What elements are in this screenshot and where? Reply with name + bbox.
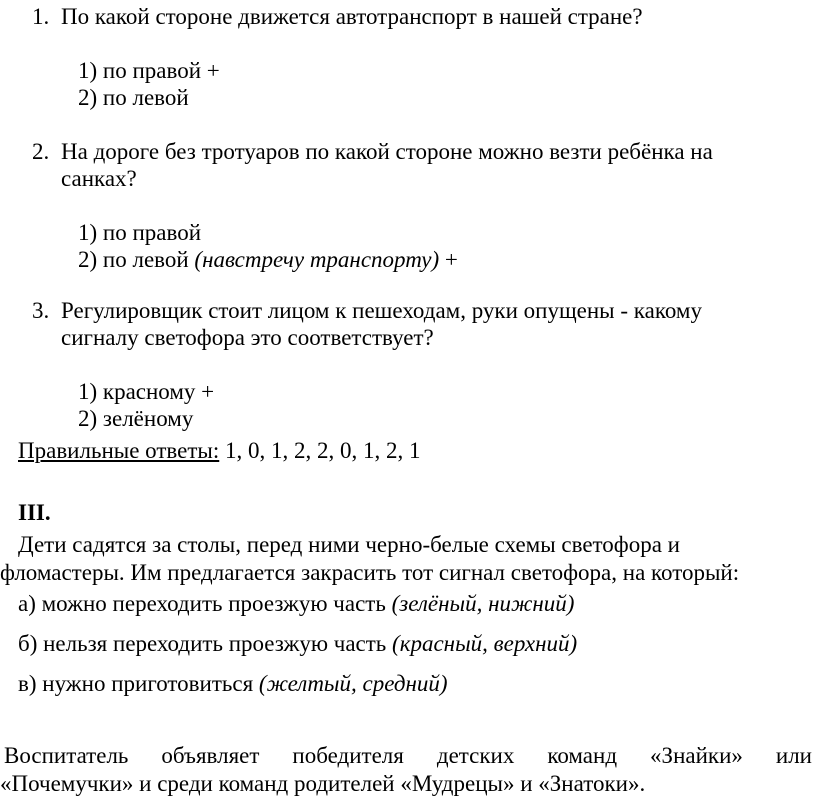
question-2-number: 2. bbox=[32, 139, 50, 164]
section-item-c bbox=[18, 670, 448, 697]
item-text: а) можно переходить проезжую часть bbox=[18, 591, 392, 616]
option-text: 2) по левой bbox=[78, 247, 195, 272]
question-1-option-1: 1) по правой + bbox=[78, 58, 220, 83]
answers-label: Правильные ответы: bbox=[18, 438, 220, 463]
item-note: (красный, верхний) bbox=[392, 631, 578, 656]
item-text: б) нельзя переходить проезжую часть bbox=[18, 631, 393, 656]
question-1-number: 1. bbox=[32, 4, 50, 29]
answers-values: 1, 0, 1, 2, 2, 0, 1, 2, 1 bbox=[219, 438, 421, 463]
section-item-a bbox=[18, 590, 574, 617]
item-text: в) нужно приготовиться bbox=[18, 671, 259, 696]
question-2-option-1: 1) по правой bbox=[78, 220, 201, 245]
item-note: (зелёный, нижний) bbox=[391, 591, 575, 616]
question-2-text-line-1: На дороге без тротуаров по какой стороне можно везти ребёнка на bbox=[61, 139, 713, 164]
option-note: (навстречу транспорту) bbox=[194, 247, 440, 272]
question-3-text-line-1: Регулировщик стоит лицом к пешеходам, руки опущены - какому bbox=[61, 298, 702, 323]
question-3-number: 3. bbox=[32, 298, 50, 323]
question-2-option-2 bbox=[78, 246, 458, 273]
question-3-text-line-2: сигналу светофора это соответствует? bbox=[61, 325, 434, 350]
question-3-option-2: 2) зелёному bbox=[78, 406, 194, 431]
question-2-text-line-2: санках? bbox=[61, 166, 137, 191]
answers-line bbox=[18, 437, 421, 464]
option-mark: + bbox=[439, 247, 458, 272]
section-item-b bbox=[18, 630, 577, 657]
closing-line-2: «Почемучки» и среди команд родителей «Мудрецы» и «Знатоки». bbox=[0, 771, 646, 796]
question-1-text: По какой стороне движется автотранспорт в нашей стране? bbox=[61, 4, 643, 29]
section-intro-line-2: фломастеры. Им предлагается закрасить тот сигнал светофора, на который: bbox=[0, 560, 740, 585]
question-1-option-2: 2) по левой bbox=[78, 85, 189, 110]
closing-line-1: Воспитатель объявляет победителя детских команд «Знайки» или bbox=[4, 743, 812, 768]
section-intro-line-1: Дети садятся за столы, перед ними черно-белые схемы светофора и bbox=[18, 532, 680, 557]
question-3-option-1: 1) красному + bbox=[78, 379, 215, 404]
item-note: (желтый, средний) bbox=[258, 671, 448, 696]
section-heading: III. bbox=[18, 500, 51, 525]
